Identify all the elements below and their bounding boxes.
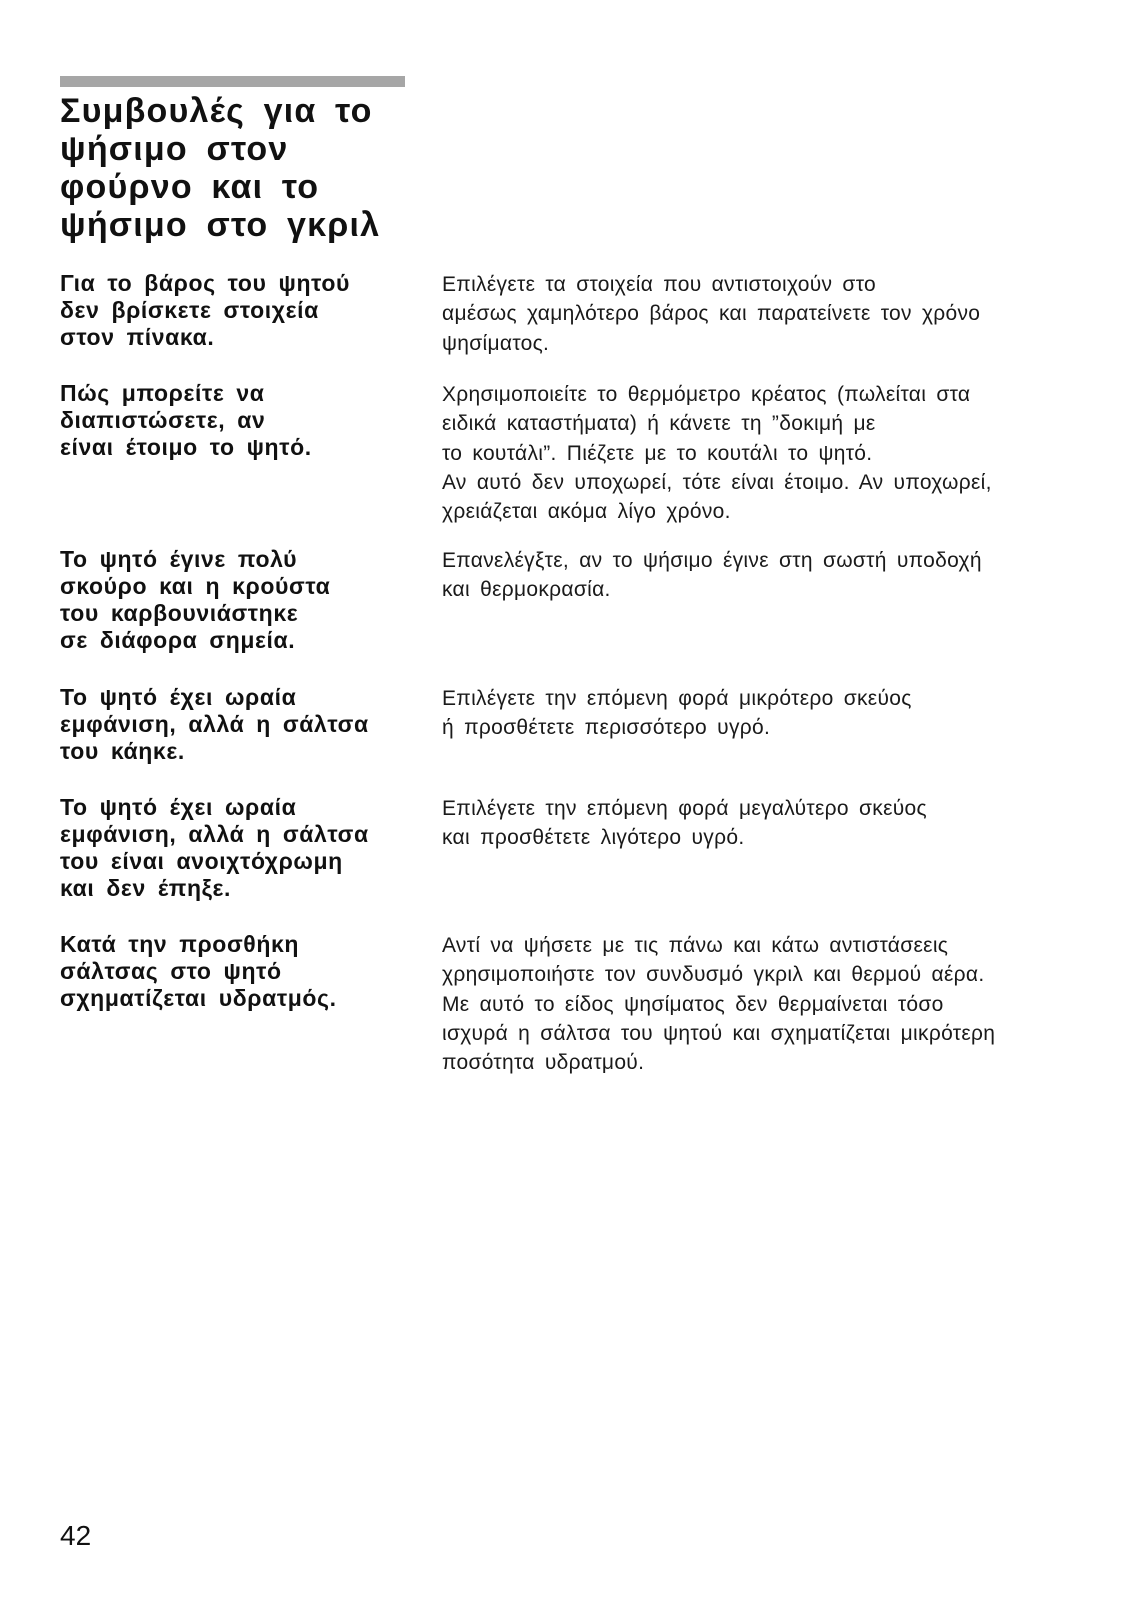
tip-question: Για το βάρος του ψητού δεν βρίσκετε στοιχεία στον πίνακα. bbox=[60, 270, 350, 350]
page-title: Συμβουλές για το ψήσιμο στον φούρνο και το ψήσιμο στο γκριλ bbox=[60, 92, 381, 244]
tip-answer: Επιλέγετε την επόμενη φορά μεγαλύτερο σκεύος και προσθέτετε λιγότερο υγρό. bbox=[442, 797, 927, 850]
tip-question: Πώς μπορείτε να διαπιστώσετε, αν είναι έτοιμο το ψητό. bbox=[60, 380, 312, 460]
tip-answer: Επανελέγξτε, αν το ψήσιμο έγινε στη σωστή υποδοχή και θερμοκρασία. bbox=[442, 549, 982, 602]
tip-answer: Χρησιμοποιείτε το θερμόμετρο κρέατος (πωλείται στα ειδικά καταστήματα) ή κάνετε τη ”δοκιμή με το κουτάλι”. Πιέζετε με το κουτάλι το ψητό. Αν αυτό δεν υποχωρεί, τότε είναι έτοιμο. Αν υποχωρεί, χρειάζεται ακόμα λίγο χρόνο. bbox=[442, 383, 992, 524]
page-number: 42 bbox=[60, 1520, 92, 1551]
tip-answer: Επιλέγετε την επόμενη φορά μικρότερο σκεύος ή προσθέτετε περισσότερο υγρό. bbox=[442, 687, 912, 740]
tip-answer: Αντί να ψήσετε με τις πάνω και κάτω αντιστάσεεις χρησιμοποιήστε τον συνδυσμό γκριλ και θερμού αέρα. Με αυτό το είδος ψησίματος δεν θερμαίνεται τόσο ισχυρά η σάλτσα του ψητού και σχηματίζεται μικρότερη ποσότητα υδρατμού. bbox=[442, 934, 996, 1075]
tip-question: Κατά την προσθήκη σάλτσας στο ψητό σχηματίζεται υδρατμός. bbox=[60, 931, 337, 1011]
title-rule bbox=[60, 76, 405, 87]
tip-answer: Επιλέγετε τα στοιχεία που αντιστοιχούν στο αμέσως χαμηλότερο βάρος και παρατείνετε τον χρόνο ψησίματος. bbox=[442, 273, 981, 355]
tip-question: Το ψητό έχει ωραία εμφάνιση, αλλά η σάλτσα του κάηκε. bbox=[60, 684, 369, 764]
tip-question: Το ψητό έχει ωραία εμφάνιση, αλλά η σάλτσα του είναι ανοιχτόχρωμη και δεν έπηξε. bbox=[60, 794, 369, 901]
tip-question: Το ψητό έγινε πολύ σκούρο και η κρούστα του καρβουνιάστηκε σε διάφορα σημεία. bbox=[60, 546, 331, 653]
